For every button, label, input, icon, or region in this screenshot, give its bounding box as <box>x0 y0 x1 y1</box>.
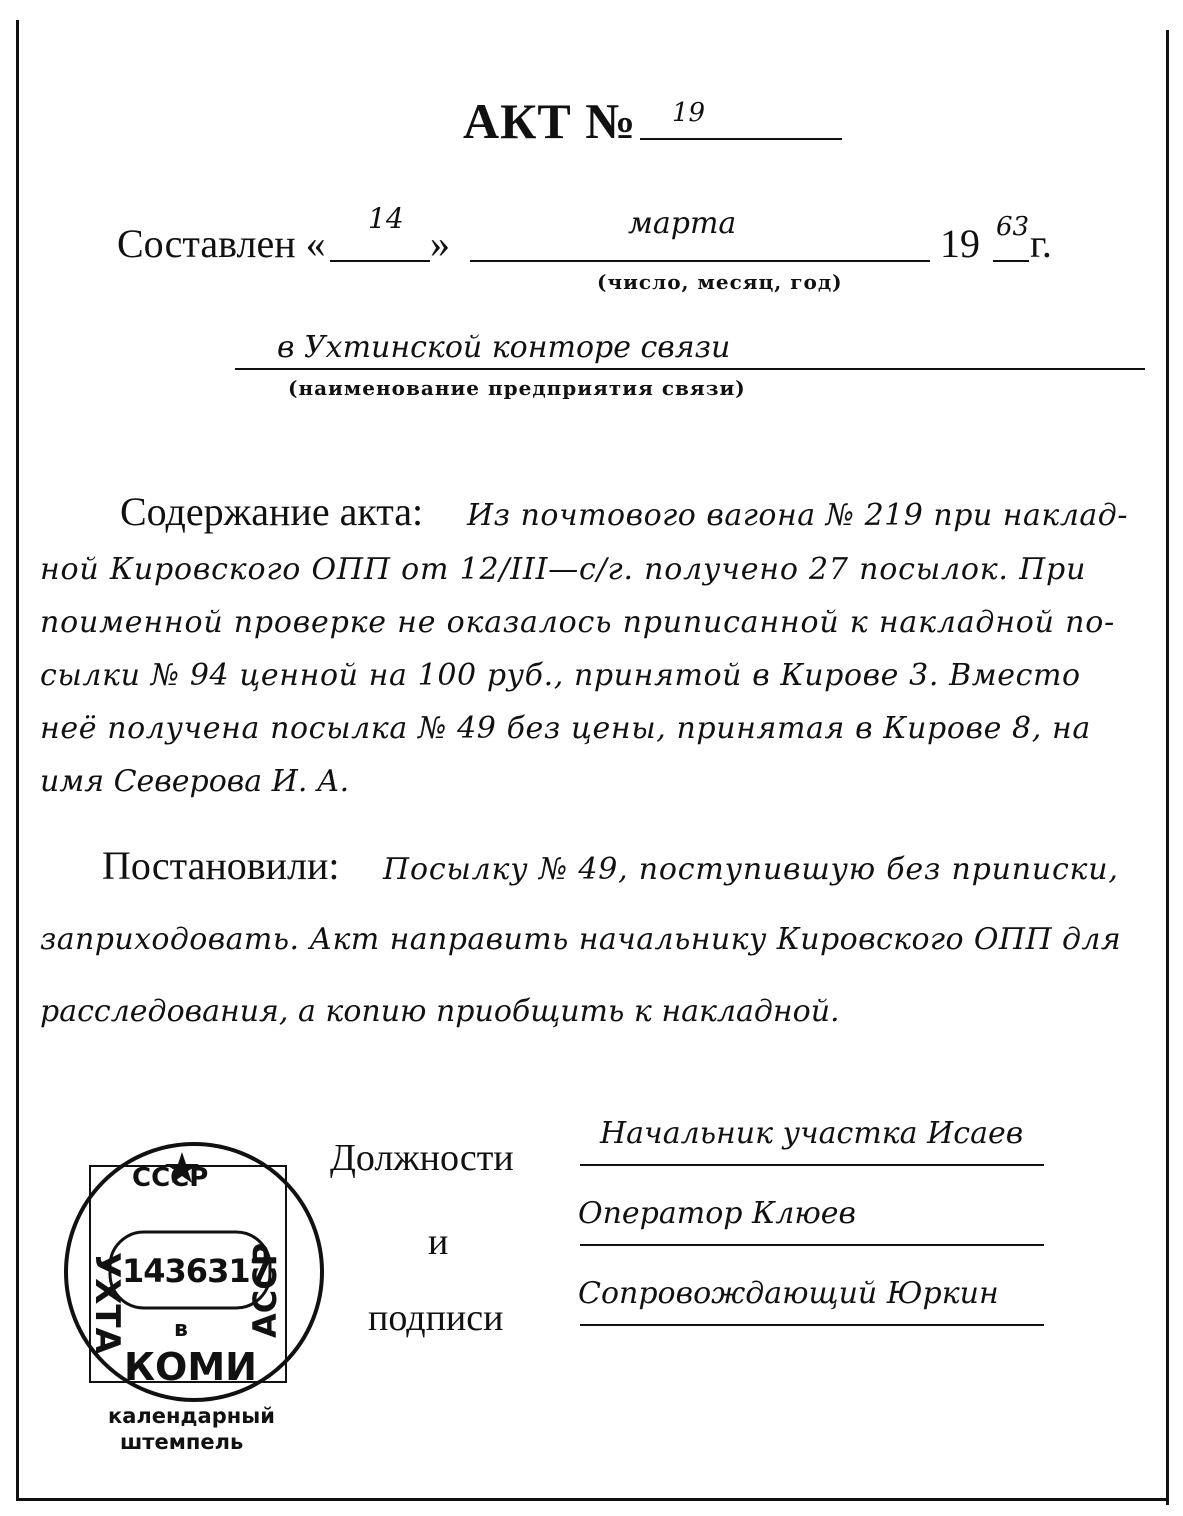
signature-line <box>580 1244 1044 1246</box>
stamp-ring-left: УХТА <box>87 1252 127 1354</box>
stamp-caption-line2: штемпель <box>120 1430 244 1454</box>
calendar-stamp <box>62 1140 326 1404</box>
decision-line: расследования, а копию приобщить к накладной. <box>40 994 840 1029</box>
content-line: сылки № 94 ценной на 100 руб., принятой в Кирове 3. Вместо <box>40 658 1081 693</box>
year-prefix: 19 <box>940 221 980 266</box>
frame-bottom-border <box>16 1498 1169 1501</box>
signature-line <box>580 1324 1044 1326</box>
content-line: неё получена посылка № 49 без цены, принятая в Кирове 8, на <box>40 711 1091 746</box>
enterprise-line <box>235 368 1145 370</box>
month-line <box>470 260 930 262</box>
signature-entry: Начальник участка Исаев <box>600 1116 1024 1151</box>
content-line: поименной проверке не оказалось приписанной к накладной по- <box>40 605 1116 640</box>
enterprise-caption: (наименование предприятия связи) <box>288 376 746 400</box>
stamp-letter: в <box>174 1317 188 1342</box>
quote-close: » <box>430 221 450 266</box>
year-suffix: 63 <box>996 212 1030 242</box>
day-line <box>330 260 430 262</box>
stamp-number: 1436317 <box>122 1252 271 1290</box>
year-line <box>993 260 1029 262</box>
content-line: ной Кировского ОПП от 12/III—с/г. получено 27 посылок. При <box>40 552 1087 587</box>
content-line: Из почтового вагона № 219 при наклад- <box>467 498 1128 533</box>
decision-line: заприходовать. Акт направить начальнику Кировского ОПП для <box>40 922 1122 957</box>
signatures-label: подписи <box>368 1297 504 1339</box>
decision-line: Посылку № 49, поступившую без приписки, <box>383 852 1119 887</box>
frame-left-border <box>16 20 19 1500</box>
enterprise-name: в Ухтинской конторе связи <box>277 330 731 365</box>
signature-line <box>580 1164 1044 1166</box>
stamp-ring-right: АССР <box>246 1242 284 1338</box>
composed-label: Составлен « <box>117 221 326 266</box>
stamp-ring-bottom: КОМИ <box>124 1345 257 1389</box>
date-caption: (число, месяц, год) <box>597 270 843 294</box>
frame-right-border <box>1166 30 1169 1505</box>
stamp-caption-line1: календарный <box>108 1404 275 1428</box>
signature-entry: Оператор Клюев <box>578 1196 856 1231</box>
positions-label: Должности <box>330 1137 514 1179</box>
content-line: имя Северова И. А. <box>40 764 350 799</box>
content-label: Содержание акта: <box>120 489 424 534</box>
and-label: и <box>428 1221 449 1263</box>
year-unit: г. <box>1030 221 1052 266</box>
act-number-line <box>640 138 842 140</box>
act-number: 19 <box>672 98 706 128</box>
date-month: марта <box>628 206 737 241</box>
signature-entry: Сопровождающий Юркин <box>578 1276 999 1311</box>
act-title: АКТ № <box>463 93 637 149</box>
decision-label: Постановили: <box>102 843 340 888</box>
stamp-top-text: СССР <box>132 1163 209 1193</box>
date-day: 14 <box>368 202 404 235</box>
